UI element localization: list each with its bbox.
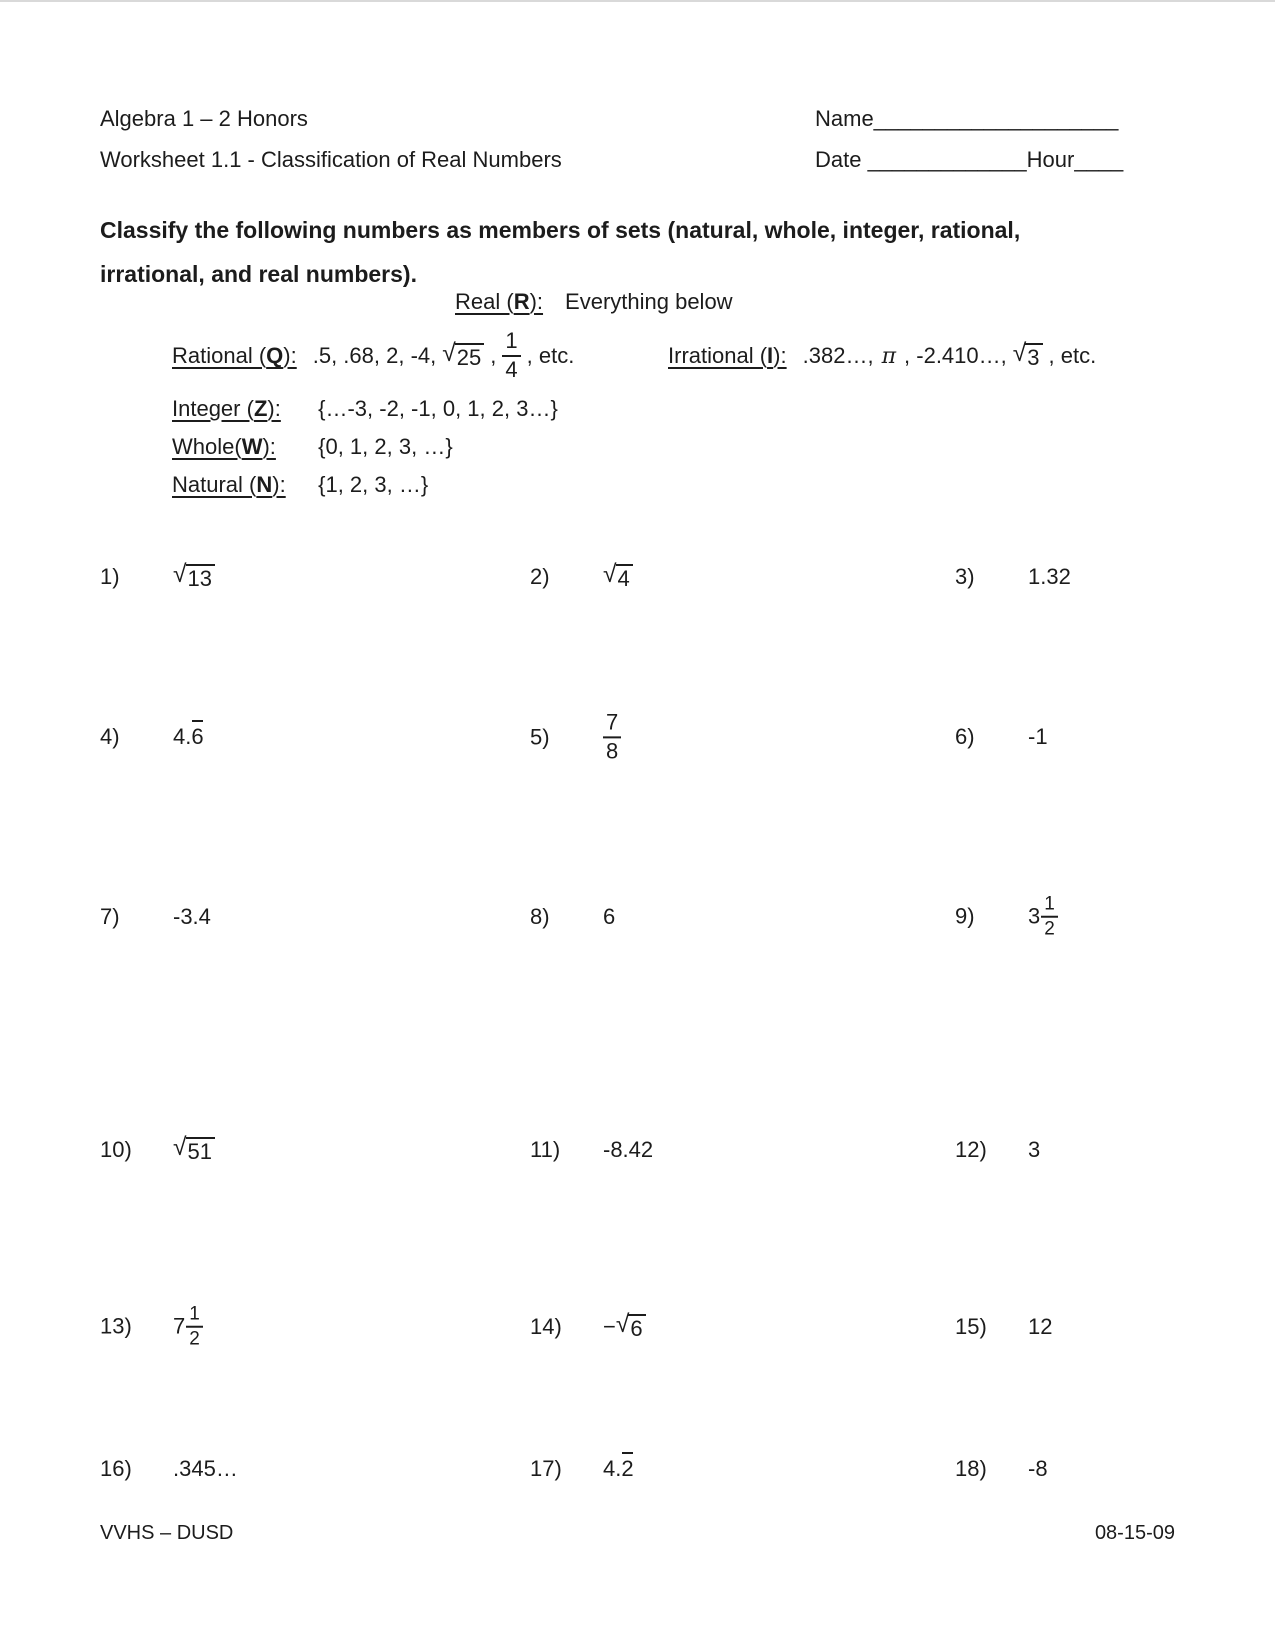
problem-value: 12 xyxy=(1028,1314,1053,1339)
sqrt-expression: √ 13 xyxy=(173,564,215,590)
radical-icon: √ xyxy=(173,1134,187,1161)
problem-row-1 xyxy=(0,547,1275,607)
name-line: Name____________________ xyxy=(815,106,1119,131)
problem-17 xyxy=(530,1456,634,1482)
header-left xyxy=(100,98,562,180)
integer-definition xyxy=(172,396,558,422)
rational-examples: .5, .68, 2, -4, √ 25 , $\frac{1}{4}$ , etc. xyxy=(312,328,575,382)
header-right xyxy=(815,98,1123,180)
problem-15 xyxy=(955,1314,1052,1340)
irrational-definition xyxy=(668,324,1096,388)
real-label: Real (R): xyxy=(455,289,544,314)
sqrt-expression: √ 25 xyxy=(442,343,484,369)
pi-symbol: π xyxy=(881,343,897,369)
problem-row-6 xyxy=(0,1439,1275,1499)
fraction: $\frac{1}{2}$ xyxy=(186,1304,203,1351)
problem-number: 7) xyxy=(100,904,120,929)
instructions-text: Classify the following numbers as members of sets (natural, whole, integer, rational, irrational, and real numbers). xyxy=(100,217,1021,287)
minus-sign: − xyxy=(603,1314,616,1339)
worksheet-title: Worksheet 1.1 - Classification of Real Numbers xyxy=(100,147,562,172)
sqrt-expression: √ 51 xyxy=(173,1137,215,1163)
problem-number: 17) xyxy=(530,1456,562,1481)
problem-number: 9) xyxy=(955,904,975,929)
repeating-digit: 6 xyxy=(191,724,204,749)
real-definition xyxy=(455,289,733,315)
problem-9 xyxy=(955,894,1058,941)
problem-value: 4.2 xyxy=(603,1456,634,1481)
problem-number: 8) xyxy=(530,904,550,929)
integer-label: Integer (Z): xyxy=(172,396,281,421)
problem-1 xyxy=(100,561,215,591)
radical-icon: √ xyxy=(603,561,617,588)
fraction: $\frac{1}{4}$ xyxy=(502,329,520,382)
problem-16 xyxy=(100,1456,238,1482)
problem-value: -3.4 xyxy=(173,904,211,929)
radical-icon: √ xyxy=(442,340,456,367)
integer-set: {…-3, -2, -1, 0, 1, 2, 3…} xyxy=(318,396,558,421)
whole-definition xyxy=(172,434,453,460)
natural-set: {1, 2, 3, …} xyxy=(318,472,429,497)
problem-number: 4) xyxy=(100,724,120,749)
problem-value: 3 xyxy=(1028,1137,1041,1162)
radical-icon: √ xyxy=(1012,340,1027,367)
problem-4 xyxy=(100,724,204,750)
problem-number: 6) xyxy=(955,724,975,749)
problem-number: 14) xyxy=(530,1314,562,1339)
problem-8 xyxy=(530,904,615,930)
problem-number: 10) xyxy=(100,1137,132,1162)
problem-number: 13) xyxy=(100,1314,132,1339)
natural-label: Natural (N): xyxy=(172,472,286,497)
problem-value: 4.6 xyxy=(173,724,204,749)
sqrt-expression: √ 3 xyxy=(1013,343,1043,369)
problem-18 xyxy=(955,1456,1048,1482)
whole-label: Whole(W): xyxy=(172,434,276,459)
problem-12 xyxy=(955,1137,1040,1163)
problem-number: 11) xyxy=(530,1137,561,1162)
problem-number: 3) xyxy=(955,564,975,589)
problem-number: 2) xyxy=(530,564,550,589)
course-title: Algebra 1 – 2 Honors xyxy=(100,106,308,131)
problem-value: -1 xyxy=(1028,724,1048,749)
problem-number: 1) xyxy=(100,564,120,589)
problem-6 xyxy=(955,724,1048,750)
sqrt-expression: √ 6 xyxy=(616,1314,646,1340)
problem-number: 15) xyxy=(955,1314,987,1339)
problem-value xyxy=(603,1314,616,1340)
date-hour-line: Date _____________Hour____ xyxy=(815,147,1124,172)
problem-number: 5) xyxy=(530,724,550,749)
rational-label: Rational (Q): xyxy=(172,343,297,368)
problem-value: 6 xyxy=(603,904,616,929)
problem-number: 12) xyxy=(955,1137,987,1162)
problem-5 xyxy=(530,710,621,763)
problem-14 xyxy=(530,1311,646,1341)
problem-number: 18) xyxy=(955,1456,987,1481)
problem-13 xyxy=(100,1304,203,1351)
irrational-examples: .382…, π , -2.410…, √ 3 , etc. xyxy=(802,340,1097,370)
real-description: Everything below xyxy=(565,289,733,314)
problem-value: -8.42 xyxy=(603,1137,654,1162)
page-footer xyxy=(100,1522,1175,1545)
problem-value: -8 xyxy=(1028,1456,1048,1481)
rational-definition xyxy=(172,324,574,388)
problem-row-4 xyxy=(0,1120,1275,1180)
problem-10 xyxy=(100,1134,215,1164)
radical-icon: √ xyxy=(615,1311,630,1338)
irrational-label: Irrational (I): xyxy=(668,343,787,368)
whole-set: {0, 1, 2, 3, …} xyxy=(318,434,453,459)
problem-2 xyxy=(530,561,633,591)
radical-icon: √ xyxy=(173,561,187,588)
natural-definition xyxy=(172,472,428,498)
problem-row-2 xyxy=(0,707,1275,767)
mixed-number: 7 $\frac{1}{2}$ xyxy=(173,1304,203,1351)
problem-row-3 xyxy=(0,887,1275,947)
problem-7 xyxy=(100,904,211,930)
problem-value: 1.32 xyxy=(1028,564,1071,589)
mixed-number: 3 $\frac{1}{2}$ xyxy=(1028,894,1058,941)
repeating-digit: 2 xyxy=(621,1456,634,1481)
problem-3 xyxy=(955,564,1071,590)
footer-school: VVHS – DUSD xyxy=(100,1522,234,1544)
sqrt-expression: √ 4 xyxy=(603,564,633,590)
problem-value: .345… xyxy=(173,1456,238,1481)
fraction: $\frac{7}{8}$ xyxy=(603,710,621,763)
problem-11 xyxy=(530,1137,653,1163)
problem-row-5 xyxy=(0,1297,1275,1357)
footer-date: 08-15-09 xyxy=(1094,1522,1175,1544)
problem-number: 16) xyxy=(100,1456,132,1481)
fraction: $\frac{1}{2}$ xyxy=(1041,894,1058,941)
